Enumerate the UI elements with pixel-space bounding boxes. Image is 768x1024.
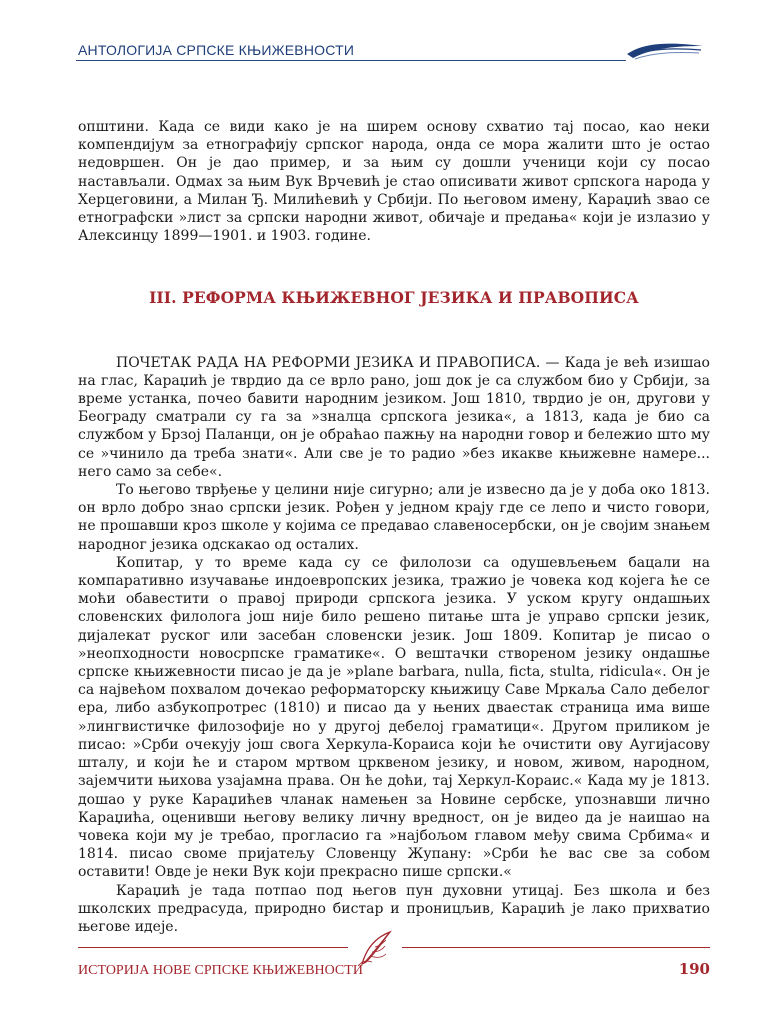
- footer-divider-right: [402, 947, 710, 948]
- footer-divider-left: [78, 947, 348, 948]
- page-number: 190: [678, 960, 710, 978]
- body-paragraph: ПОЧЕТАК РАДА НА РЕФОРМИ ЈЕЗИКА И ПРАВОПИСА. — Када је већ изишао на глас, Караџић је тврдио да се врло рано, још док је са службом био у Србији, за време устанка, почео бавити народним језиком. Још 1810, тврдио је он, другови у Београду сматрали су га за »зналца српскога језика«, а 1813, када је био са службом у Брзој Паланци, он је обраћао пажњу на народни говор и бележио што му се »чинило да треба знати«. Али све је то радио »без икакве књижевне намере... него само за себе«.: [78, 354, 710, 480]
- body-paragraph: Копитар, у то време када су се филолози са одушевљењем бацали на компаративно изучавање индоевропских језика, тражио је човека код којега ће се моћи обавестити о правој природи српскога језика. У уском кругу ондашњих словенских филолога још није било решено питање шта је управо српски језик, дијалекат руског или засебан словенски језик. Још 1809. Копитар је писао о »неопходности новосрпске граматике«. О вештачки створеном језику ондашње српске књижевности писао је да је »plane barbara, nulla, ficta, stulta, ridicula«. Он је са највећом похвалом дочекао реформаторску књижицу Саве Мркаља Сало дебелог ера, либо азбукопротрес (1810) и писао да у њених дваестак страница има више »лингвистичке филозофије но у другој дебелој граматици«. Другом приликом је писао: »Срби очекују још свога Херкула-Кораиса који ће очистити ову Аугијасову шталу, и који ће и старом мртвом црквеном језику, и новом, живом, народном, зајемчити њихова узајамна права. Он ће доћи, тај Херкул-Кораис.« Када му је 1813. дошао у руке Караџићев чланак намењен за Новине сербске, упознавши лично Караџића, оценивши његову велику личну вредност, он је видео да је наишао на човека који му је требао, прогласио га »најбољом главом међу свима Србима« и 1814. писао своме пријатељу Словенцу Жупану: »Срби ће вас све за собом оставити! Овде је неки Вук који прекрасно пише српски.«: [78, 554, 710, 881]
- wave-swoosh-icon: [625, 38, 705, 62]
- intro-paragraph: општини. Када се види како је на ширем основу схватио тај посао, као неки компендијум за етнографију српског народа, онда се мора жалити што је остао недовршен. Он је дао пример, и за њим су дошли ученици који су посао настављали. Одмах за њим Вук Врчевић је стао описивати живот српскога народа у Херцеговини, а Милан Ђ. Милићевић у Србији. По његовом имену, Караџић звао се етнографски »лист за српски народни живот, обичаје и предања« који је излазио у Алексинцу 1899—1901. и 1903. године.: [78, 119, 710, 245]
- header-divider: [76, 60, 626, 61]
- section-heading: III. РЕФОРМА КЊИЖЕВНОГ ЈЕЗИКА И ПРАВОПИСА: [149, 288, 639, 308]
- header-title: АНТОЛОГИЈА СРПСКЕ КЊИЖЕВНОСТИ: [78, 42, 355, 58]
- footer-title: ИСТОРИЈА НОВЕ СРПСКЕ КЊИЖЕВНОСТИ: [78, 963, 363, 978]
- page-body: [78, 118, 710, 936]
- feather-quill-icon: [352, 928, 400, 968]
- body-paragraph: Караџић је тада потпао под његов пун духовни утицај. Без школа и без школских предрасуда, природно бистар и проницљив, Караџић је лако прихватио његове идеје.: [78, 882, 710, 935]
- body-paragraph: То његово тврђење у целини није сигурно; али је извесно да је у доба око 1813. он врло добро знао српски језик. Рођен у једном крају где се лепо и чисто говори, не прошавши кроз школе у којима се предавао славеносербски, он је својим знањем народног језика одскакао од осталих.: [78, 482, 710, 553]
